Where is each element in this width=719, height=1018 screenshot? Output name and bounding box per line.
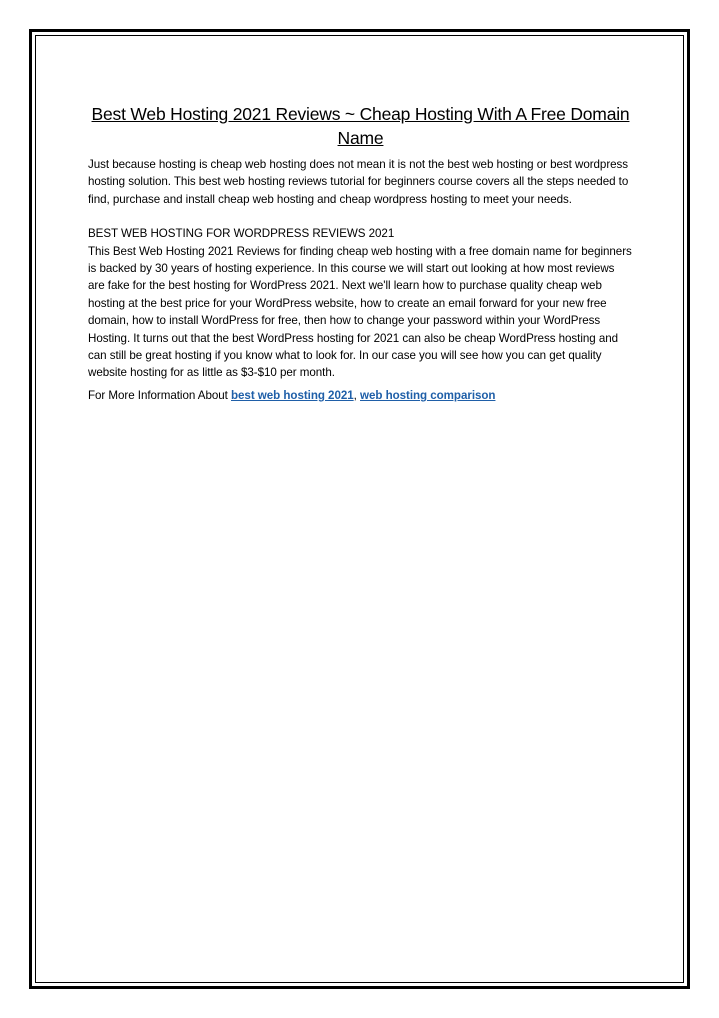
more-info-line xyxy=(88,387,633,404)
link-separator: , xyxy=(353,388,360,402)
paragraph-spacer xyxy=(88,208,633,225)
document-title: Best Web Hosting 2021 Reviews ~ Cheap Hosting With A Free Domain Name xyxy=(91,104,630,148)
best-web-hosting-link[interactable]: best web hosting 2021 xyxy=(231,388,354,402)
document-body xyxy=(88,102,633,404)
more-info-prefix: For More Information About xyxy=(88,388,231,402)
section-heading: BEST WEB HOSTING FOR WORDPRESS REVIEWS 2021 xyxy=(88,227,395,241)
section-body: This Best Web Hosting 2021 Reviews for finding cheap web hosting with a free domain name for beginners is backed by 30 years of hosting experience. In this course we will start out looking at how most reviews are fake for the best hosting for WordPress 2021. Next we'll learn how to purchase quality cheap web hosting at the best price for your WordPress website, how to create an email forward for your new free domain, how to install WordPress for free, then how to change your password within your WordPress Hosting. It turns out that the best WordPress hosting for 2021 can also be cheap WordPress hosting and can still be great hosting if you know what to look for. In our case you will see how you can get quality website hosting for as little as $3-$10 per month. xyxy=(88,244,632,380)
web-hosting-comparison-link[interactable]: web hosting comparison xyxy=(360,388,496,402)
intro-paragraph: Just because hosting is cheap web hosting does not mean it is not the best web hosting or best wordpress hosting solution. This best web hosting reviews tutorial for beginners course covers all the steps needed to find, purchase and install cheap web hosting and cheap wordpress hosting to meet your needs. xyxy=(88,158,629,206)
